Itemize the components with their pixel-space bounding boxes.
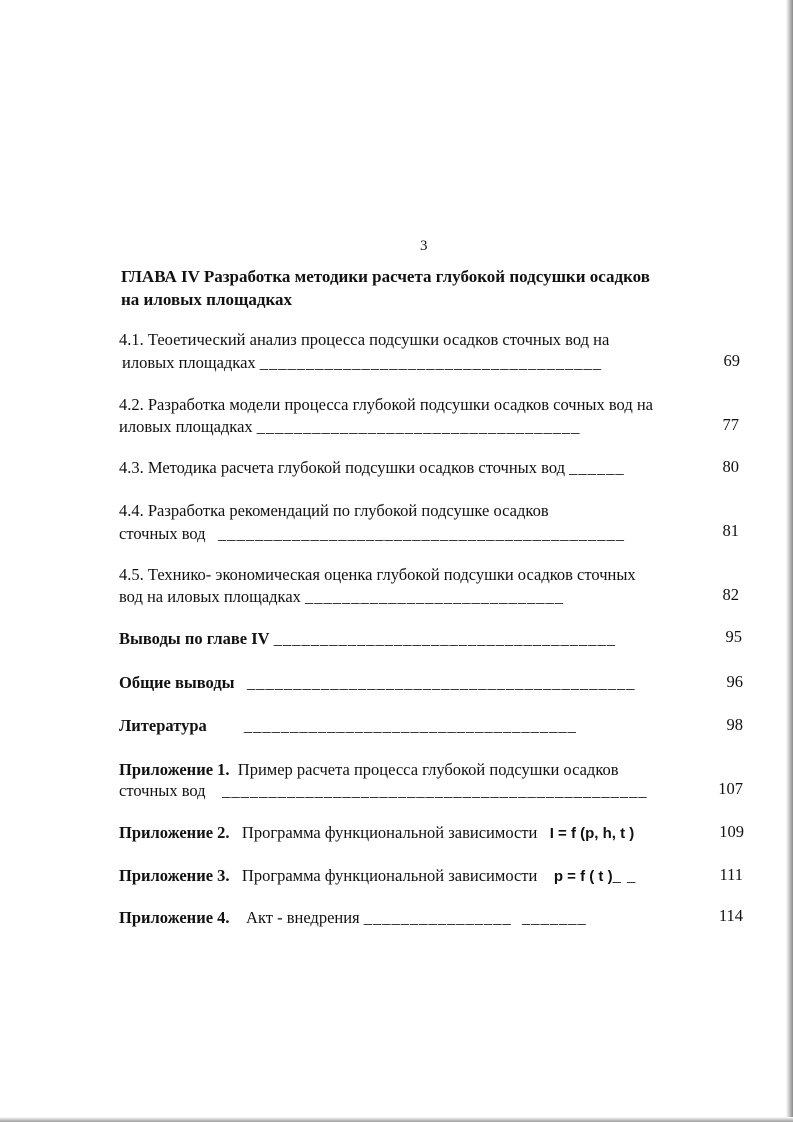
toc-entry-4-5-line2 bbox=[119, 587, 564, 607]
toc-entry-4-1-page: 69 bbox=[723, 351, 740, 370]
toc-entry-4-3-title: 4.3. Методика расчета глубокой подсушки осадков сточных вод bbox=[119, 458, 565, 477]
toc-entry-appendix-1-page: 107 bbox=[718, 779, 743, 798]
appendix-4-text: Акт - внедрения bbox=[246, 908, 360, 927]
scan-shadow-bottom bbox=[0, 1117, 793, 1122]
scan-shadow-right bbox=[786, 0, 793, 1122]
toc-entry-4-2-page: 77 bbox=[722, 415, 739, 434]
toc-entry-4-5-title: вод на иловых площадках bbox=[119, 587, 301, 606]
toc-entry-4-2-title: иловых площадках bbox=[119, 417, 253, 436]
toc-entry-appendix-1-line2 bbox=[119, 781, 648, 801]
toc-entry-4-5-line1: 4.5. Технико- экономическая оценка глубокой подсушки осадков сточных bbox=[119, 565, 636, 584]
leader-dots: ______ bbox=[569, 458, 625, 477]
leader-dots: ____________________________________________ bbox=[217, 524, 625, 543]
leader-dots: ______________________________________________ bbox=[222, 781, 648, 800]
appendix-2-formula: I = f (p, h, t ) bbox=[549, 825, 635, 842]
leader-dots: ____________________________________ bbox=[243, 716, 577, 735]
appendix-3-label: Приложение 3. bbox=[119, 866, 230, 885]
toc-entry-appendix-3 bbox=[119, 866, 636, 886]
toc-entry-literature-page: 98 bbox=[726, 715, 743, 734]
toc-entry-4-2-line1: 4.2. Разработка модели процесса глубокой подсушки осадков сочных вод на bbox=[119, 395, 654, 414]
toc-entry-4-2-line2 bbox=[119, 417, 581, 437]
toc-entry-appendix-4 bbox=[119, 908, 587, 928]
toc-entry-4-3-page: 80 bbox=[722, 457, 739, 476]
toc-entry-conclusions-ch4-page: 95 bbox=[725, 627, 742, 646]
leader-dots: ________________ _______ bbox=[363, 908, 587, 927]
appendix-2-label: Приложение 2. bbox=[119, 823, 230, 842]
toc-entry-conclusions-ch4-title: Выводы по главе IV bbox=[119, 629, 270, 648]
toc-entry-general-conclusions-page: 96 bbox=[726, 672, 743, 691]
toc-entry-appendix-1-line1 bbox=[119, 760, 619, 780]
toc-entry-4-4-line2 bbox=[119, 524, 625, 544]
appendix-3-formula: p = f ( t ) bbox=[553, 868, 613, 885]
toc-entry-general-conclusions-title: Общие выводы bbox=[119, 673, 235, 692]
toc-entry-appendix-4-page: 114 bbox=[718, 906, 743, 925]
toc-entry-appendix-3-page: 111 bbox=[719, 865, 743, 884]
chapter-heading-line1: ГЛАВА IV Разработка методики расчета глубокой подсушки осадков bbox=[121, 267, 650, 286]
chapter-heading-line2: на иловых площадках bbox=[121, 290, 292, 309]
page-number: 3 bbox=[420, 238, 428, 254]
toc-entry-4-1-line1: 4.1. Теоетический анализ процесса подсушки осадков сточных вод на bbox=[119, 330, 610, 349]
toc-entry-4-5-page: 82 bbox=[722, 585, 739, 604]
toc-entry-general-conclusions bbox=[119, 673, 635, 693]
toc-entry-appendix-2 bbox=[119, 823, 634, 843]
toc-entry-literature bbox=[119, 716, 577, 736]
leader-dots: ____________________________ bbox=[305, 587, 565, 606]
toc-entry-4-4-page: 81 bbox=[722, 521, 739, 540]
appendix-2-text: Программа функциональной зависимости bbox=[241, 823, 538, 842]
appendix-1-label: Приложение 1. bbox=[119, 760, 230, 779]
toc-entry-literature-title: Литература bbox=[119, 716, 207, 735]
toc-entry-4-3 bbox=[119, 458, 625, 478]
leader-dots: _ _ bbox=[612, 866, 637, 885]
leader-dots: __________________________________________ bbox=[246, 673, 636, 692]
toc-entry-4-4-title: сточных вод bbox=[119, 524, 206, 543]
toc-entry-conclusions-ch4 bbox=[119, 629, 616, 649]
leader-dots: _____________________________________ bbox=[273, 629, 616, 648]
appendix-1-title-cont: сточных вод bbox=[119, 781, 206, 800]
toc-entry-4-1-title: иловых площадках bbox=[122, 353, 256, 372]
appendix-3-text: Программа функциональной зависимости bbox=[241, 866, 538, 885]
toc-entry-4-4-line1: 4.4. Разработка рекомендаций по глубокой подсушке осадков bbox=[119, 501, 549, 520]
leader-dots: ___________________________________ bbox=[256, 417, 581, 436]
appendix-4-label: Приложение 4. bbox=[119, 908, 230, 927]
toc-entry-appendix-2-page: 109 bbox=[719, 822, 744, 841]
appendix-1-text: Пример расчета процесса глубокой подсушки осадков bbox=[237, 760, 619, 779]
chapter-heading bbox=[121, 265, 741, 311]
leader-dots: _____________________________________ bbox=[259, 353, 603, 372]
toc-entry-4-1-line2 bbox=[122, 353, 602, 373]
